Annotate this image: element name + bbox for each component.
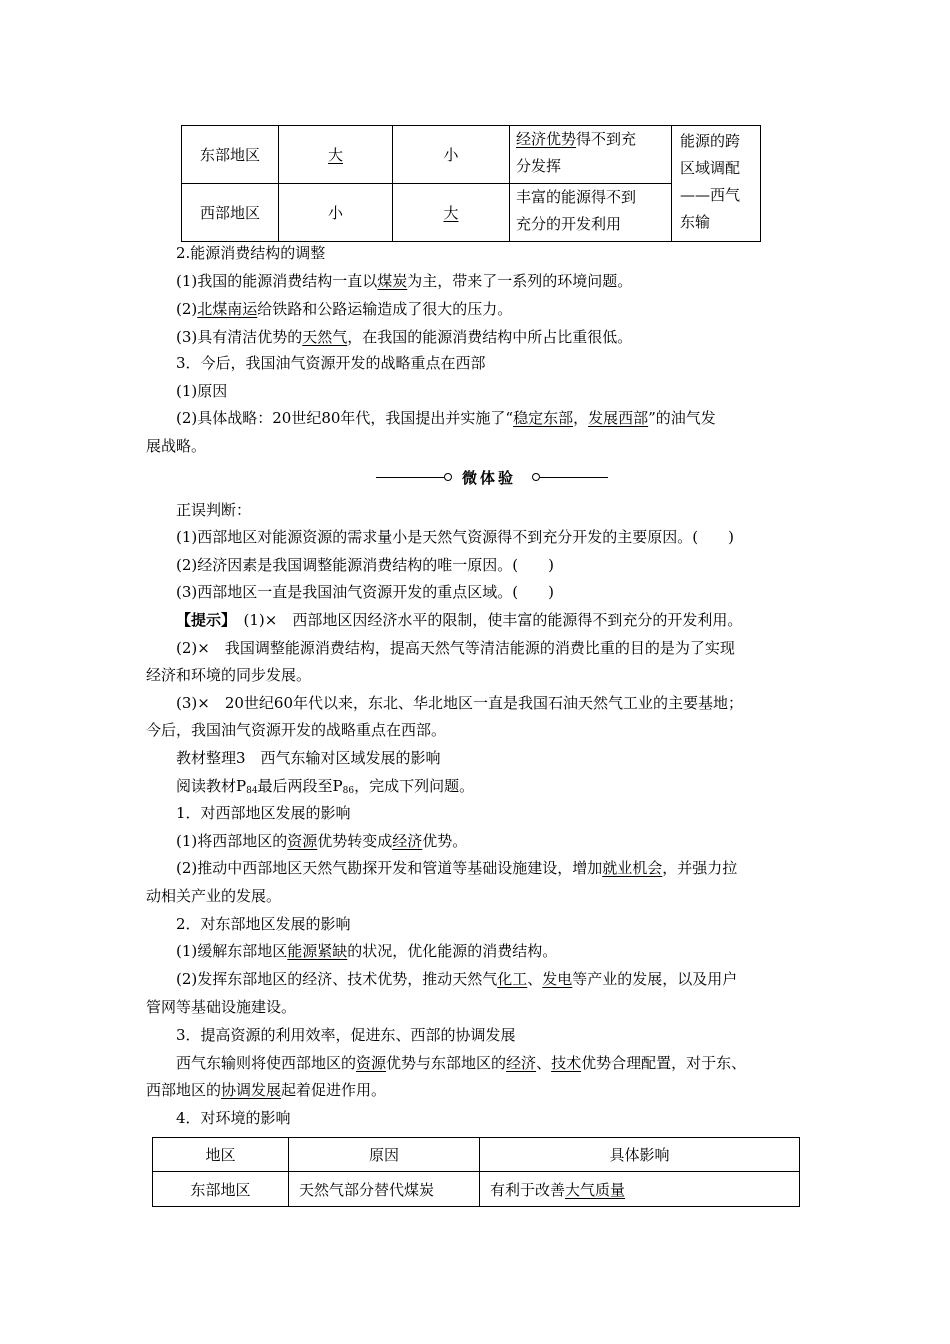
paragraph: (3)具有清洁优势的天然气，在我国的能源消费结构中所占比重很低。 — [176, 328, 633, 346]
paragraph-continuation: 西部地区的协调发展起着促进作用。 — [146, 1081, 387, 1099]
column-header: 地区 — [153, 1138, 289, 1172]
section-heading: 2．对东部地区发展的影响 — [176, 915, 351, 933]
question: (3)西部地区一直是我国油气资源开发的重点区域。( ) — [176, 583, 554, 601]
divider-line — [540, 477, 608, 478]
paragraph-continuation: 管网等基础设施建设。 — [146, 998, 297, 1016]
question: (2)经济因素是我国调整能源消费结构的唯一原因。( ) — [176, 556, 554, 574]
table-row — [153, 1172, 800, 1207]
table-cell: 有利于改善大气质量 — [480, 1172, 800, 1207]
table-cell: 小 — [393, 126, 510, 184]
table-cell: 经济优势得不到充 分发挥 — [510, 126, 672, 184]
section-heading: 3．提高资源的利用效率，促进东、西部的协调发展 — [176, 1026, 516, 1044]
paragraph: (2)具体战略：20世纪80年代，我国提出并实施了“稳定东部，发展西部”的油气发 — [176, 409, 716, 427]
section-heading: 1．对西部地区发展的影响 — [176, 804, 351, 822]
paragraph: (1)原因 — [176, 382, 228, 400]
table-header-row — [153, 1138, 800, 1172]
question: (1)西部地区对能源资源的需求量小是天然气资源得不到充分开发的主要原因。( ) — [176, 528, 734, 546]
table-cell: 天然气部分替代煤炭 — [289, 1172, 480, 1207]
paragraph-continuation: 动相关产业的发展。 — [146, 887, 282, 905]
table-cell-solution: 能源的跨 区域调配 ——西气 东输 — [672, 126, 761, 242]
table-row — [182, 126, 761, 184]
paragraph: (2)北煤南运给铁路和公路运输造成了很大的压力。 — [176, 300, 513, 318]
section-heading: 2.能源消费结构的调整 — [176, 244, 326, 262]
section-heading: 3．今后，我国油气资源开发的战略重点在西部 — [176, 354, 486, 372]
answer: (2)× 我国调整能源消费结构，提高天然气等清洁能源的消费比重的目的是为了实现 — [176, 639, 735, 657]
paragraph: (1)将西部地区的资源优势转变成经济优势。 — [176, 832, 468, 850]
energy-comparison-table — [181, 125, 761, 242]
paragraph: (2)推动中西部地区天然气勘探开发和管道等基础设施建设，增加就业机会，并强力拉 — [176, 859, 738, 877]
answer: 【提示】 (1)× 西部地区因经济水平的限制，使丰富的能源得不到充分的开发利用。 — [176, 611, 743, 629]
table-cell: 东部地区 — [182, 126, 279, 184]
section-heading: 4．对环境的影响 — [176, 1109, 291, 1127]
column-header: 原因 — [289, 1138, 480, 1172]
circle-ornament-icon — [532, 473, 540, 481]
paragraph: (2)发挥东部地区的经济、技术优势，推动天然气化工、发电等产业的发展，以及用户 — [176, 970, 738, 988]
table-cell: 大 — [279, 126, 393, 184]
table-cell: 小 — [279, 184, 393, 242]
divider-title: 微体验 — [462, 469, 517, 487]
table-cell: 西部地区 — [182, 184, 279, 242]
paragraph: 阅读教材$P_{84}$最后两段至$P_{86}$，完成下列问题。 — [176, 777, 475, 796]
paragraph: (1)缓解东部地区能源紧缺的状况，优化能源的消费结构。 — [176, 942, 558, 960]
paragraph: 正误判断： — [176, 501, 252, 519]
paragraph-continuation: 展战略。 — [146, 437, 207, 455]
circle-ornament-icon — [444, 473, 452, 481]
answer-continuation: 经济和环境的同步发展。 — [146, 666, 312, 684]
column-header: 具体影响 — [480, 1138, 800, 1172]
section-title: 教材整理3 西气东输对区域发展的影响 — [176, 749, 441, 767]
paragraph: 西气东输则将使西部地区的资源优势与东部地区的经济、技术优势合理配置，对于东、 — [176, 1054, 747, 1072]
divider-line — [376, 477, 444, 478]
table-cell: 东部地区 — [153, 1172, 289, 1207]
answer: (3)× 20世纪60年代以来，东北、华北地区一直是我国石油天然气工业的主要基地； — [176, 694, 743, 712]
micro-experience-divider — [376, 465, 606, 489]
answer-continuation: 今后，我国油气资源开发的战略重点在西部。 — [146, 721, 447, 739]
environment-impact-table — [152, 1137, 800, 1207]
table-cell: 大 — [393, 184, 510, 242]
paragraph: (1)我国的能源消费结构一直以煤炭为主，带来了一系列的环境问题。 — [176, 272, 633, 290]
table-cell: 丰富的能源得不到 充分的开发利用 — [510, 184, 672, 242]
